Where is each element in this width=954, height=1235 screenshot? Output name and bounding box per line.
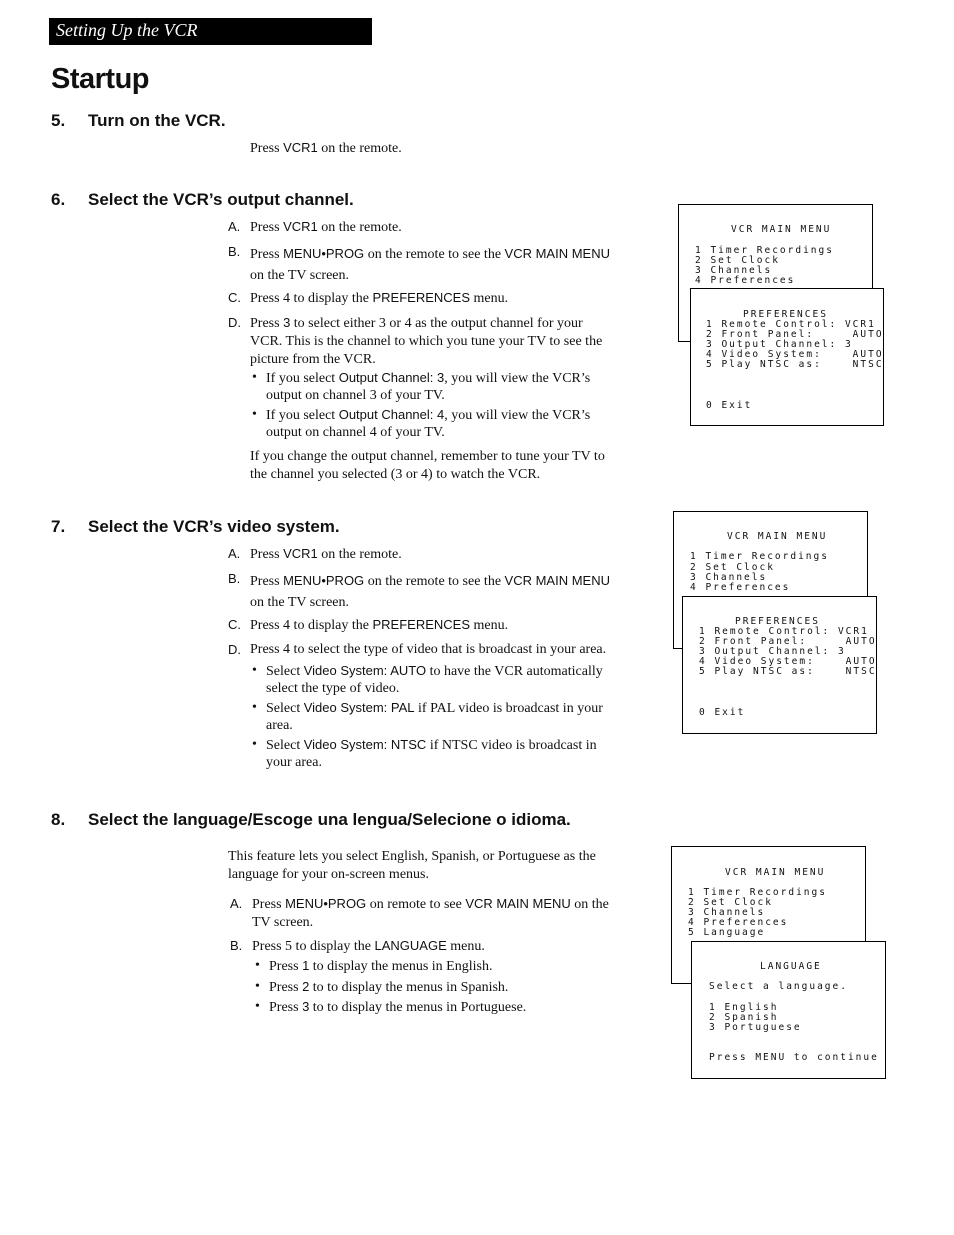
text: if PAL video is broadcast in your	[414, 701, 603, 716]
menu-item: 2 Set Clock	[690, 562, 775, 573]
step-8-bullet-3	[255, 998, 655, 1015]
item-label: D.	[228, 642, 241, 657]
menu-item: 2 Spanish	[709, 1012, 779, 1023]
screen-title: VCR MAIN MENU	[727, 531, 828, 542]
key-name: 3	[302, 999, 310, 1014]
key-name: Video System: PAL	[303, 700, 415, 715]
screen-title: PREFERENCES	[743, 309, 828, 320]
item-label: B.	[230, 938, 243, 953]
text: menu.	[470, 618, 509, 633]
screen-title: PREFERENCES	[735, 616, 820, 627]
key-name: VCR1	[283, 140, 318, 155]
bullet-glyph: •	[255, 958, 260, 973]
menu-item: 3 Output Channel: 3	[706, 339, 853, 350]
item-label: A.	[228, 219, 241, 234]
step-7-bullet-3	[252, 736, 652, 770]
item-label: A.	[228, 546, 241, 561]
menu-item: 5 Language	[688, 927, 766, 938]
text: If you change the output channel, remember to tune your TV to	[250, 449, 605, 464]
step-7-item-c	[228, 616, 658, 634]
screen-title: VCR MAIN MENU	[731, 224, 832, 235]
text: Press 4 to display the	[250, 618, 373, 633]
menu-item-exit: 0 Exit	[699, 707, 746, 718]
key-name: 2	[302, 979, 310, 994]
text: to to display the menus in Portuguese.	[309, 1000, 527, 1015]
text: , you will view the VCR’s	[444, 408, 591, 423]
text: area.	[266, 718, 293, 733]
text: Select	[266, 701, 304, 716]
text: TV screen.	[252, 915, 314, 930]
step-7-bullet-2	[252, 699, 652, 733]
text: Press	[269, 1000, 303, 1015]
screen-title: LANGUAGE	[760, 961, 822, 972]
menu-item: 3 Portuguese	[709, 1022, 802, 1033]
text: Press	[250, 574, 284, 589]
step-8-bullet-1	[255, 957, 655, 974]
menu-item: 3 Channels	[688, 907, 766, 918]
key-name: VCR MAIN MENU	[504, 573, 610, 588]
key-name: 3	[283, 315, 291, 330]
step-6-bullet-2	[252, 406, 652, 440]
bullet-glyph: •	[252, 737, 257, 752]
menu-item: 1 Remote Control: VCR1	[699, 626, 869, 637]
screen-prompt: Select a language.	[709, 981, 848, 992]
text: Press	[250, 141, 284, 156]
step-8-number: 8.	[51, 810, 66, 829]
step-8-title: Select the language/Escoge una lengua/Selecione o idioma.	[88, 810, 571, 829]
menu-item: 4 Video System: AUTO	[699, 656, 877, 667]
step-6-item-d	[228, 314, 658, 368]
menu-item: 2 Front Panel: AUTO	[706, 329, 884, 340]
menu-item: 1 English	[709, 1002, 779, 1013]
item-label: D.	[228, 315, 241, 330]
step-5-number: 5.	[51, 111, 66, 130]
menu-item: 1 Timer Recordings	[690, 551, 829, 562]
text: on the TV screen.	[250, 268, 350, 283]
menu-item: 1 Timer Recordings	[695, 245, 834, 256]
key-name: VCR MAIN MENU	[465, 896, 571, 911]
bullet-glyph: •	[255, 979, 260, 994]
menu-item-exit: 0 Exit	[706, 400, 753, 411]
text: picture from the VCR.	[250, 352, 376, 367]
bullet-glyph: •	[252, 370, 257, 385]
text: on the remote to see the	[364, 247, 505, 262]
screen-language	[691, 941, 886, 1079]
step-7-bullet-1	[252, 662, 652, 696]
menu-item: 3 Output Channel: 3	[699, 646, 846, 657]
bullet-glyph: •	[252, 407, 257, 422]
step-6-heading	[51, 190, 354, 210]
item-label: C.	[228, 617, 241, 632]
key-name: LANGUAGE	[374, 938, 447, 953]
menu-item: 4 Preferences	[690, 582, 791, 593]
step-8-item-a	[230, 895, 660, 931]
text: If you select	[266, 371, 339, 386]
menu-item: 2 Set Clock	[695, 255, 780, 266]
text: menu.	[470, 291, 509, 306]
step-6-item-b	[228, 243, 658, 283]
key-name: PREFERENCES	[372, 290, 471, 305]
key-name: VCR1	[283, 219, 318, 234]
menu-item: 4 Preferences	[688, 917, 789, 928]
text: Press	[252, 897, 286, 912]
step-6-note	[250, 448, 605, 484]
text: your area.	[266, 755, 322, 770]
item-label: A.	[230, 896, 243, 911]
text: Press	[250, 247, 284, 262]
step-8-bullet-2	[255, 978, 655, 995]
text: menu.	[446, 939, 485, 954]
key-name: MENU•PROG	[285, 896, 367, 911]
menu-item: 3 Channels	[695, 265, 773, 276]
step-6-title: Select the VCR’s output channel.	[88, 190, 354, 209]
menu-item: 4 Preferences	[695, 275, 796, 286]
menu-item: 5 Play NTSC as: NTSC	[706, 359, 884, 370]
step-5-title: Turn on the VCR.	[88, 111, 226, 130]
text: output on channel 4 of your TV.	[266, 425, 445, 440]
text: Select	[266, 664, 304, 679]
text: on the remote to see the	[364, 574, 505, 589]
text: Press	[250, 547, 284, 562]
bullet-glyph: •	[255, 999, 260, 1014]
text: on the	[570, 897, 609, 912]
text: on the remote.	[317, 547, 402, 562]
screen-title: VCR MAIN MENU	[725, 867, 826, 878]
text: to select either 3 or 4 as the output channel for your	[290, 316, 583, 331]
step-7-number: 7.	[51, 517, 66, 536]
text: Press	[269, 980, 303, 995]
text: VCR. This is the channel to which you tune your TV to see the	[250, 334, 603, 349]
key-name: MENU•PROG	[283, 573, 365, 588]
step-7-heading	[51, 517, 340, 537]
step-5-text	[250, 139, 402, 158]
step-8-intro	[228, 848, 596, 884]
screen-preferences-2	[682, 596, 877, 734]
bullet-glyph: •	[252, 663, 257, 678]
section-header-bar	[49, 18, 372, 45]
text: Press	[250, 316, 284, 331]
key-name: PREFERENCES	[372, 617, 471, 632]
step-7-item-a	[228, 545, 658, 563]
text: Press 4 to display the	[250, 291, 373, 306]
screen-footer: Press MENU to continue	[709, 1052, 879, 1063]
key-name: Video System: NTSC	[303, 737, 427, 752]
text: to have the VCR automatically	[426, 664, 603, 679]
text: This feature lets you select English, Spanish, or Portuguese as the	[228, 849, 596, 864]
text: select the type of video.	[266, 681, 400, 696]
key-name: Output Channel: 3	[338, 370, 445, 385]
text: Select	[266, 738, 304, 753]
step-7-item-b	[228, 570, 658, 610]
step-8-heading	[51, 810, 571, 830]
step-7-title: Select the VCR’s video system.	[88, 517, 340, 536]
text: Press	[269, 959, 303, 974]
menu-item: 3 Channels	[690, 572, 768, 583]
text: on the remote.	[317, 220, 402, 235]
text: the channel you selected (3 or 4) to watch the VCR.	[250, 467, 541, 482]
text: output on channel 3 of your TV.	[266, 388, 445, 403]
menu-item: 1 Timer Recordings	[688, 887, 827, 898]
key-name: MENU•PROG	[283, 246, 365, 261]
text: If you select	[266, 408, 339, 423]
page-title: Startup	[51, 63, 149, 95]
section-header-text: Setting Up the VCR	[56, 20, 198, 40]
menu-item: 5 Play NTSC as: NTSC	[699, 666, 877, 677]
text: language for your on-screen menus.	[228, 867, 429, 882]
text: on remote to see	[366, 897, 466, 912]
key-name: VCR1	[283, 546, 318, 561]
step-6-item-c	[228, 289, 658, 307]
text: Press	[250, 220, 284, 235]
step-6-number: 6.	[51, 190, 66, 209]
step-7-item-d	[228, 641, 658, 659]
text: , you will view the VCR’s	[444, 371, 591, 386]
key-name: VCR MAIN MENU	[504, 246, 610, 261]
item-label: C.	[228, 290, 241, 305]
key-name: Output Channel: 4	[338, 407, 445, 422]
text: on the TV screen.	[250, 595, 350, 610]
text: Press 5 to display the	[252, 939, 375, 954]
step-6-bullet-1	[252, 369, 652, 403]
item-label: B.	[228, 244, 241, 259]
menu-item: 1 Remote Control: VCR1	[706, 319, 876, 330]
item-label: B.	[228, 571, 241, 586]
step-8-item-b	[230, 937, 660, 955]
text: if NTSC video is broadcast in	[426, 738, 597, 753]
text: on the remote.	[317, 141, 402, 156]
menu-item: 2 Set Clock	[688, 897, 773, 908]
key-name: 1	[302, 958, 310, 973]
step-5-heading	[51, 111, 226, 131]
screen-preferences-1	[690, 288, 884, 426]
menu-item: 2 Front Panel: AUTO	[699, 636, 877, 647]
menu-item: 4 Video System: AUTO	[706, 349, 884, 360]
text: to display the menus in English.	[309, 959, 493, 974]
text: to to display the menus in Spanish.	[309, 980, 509, 995]
step-6-item-a	[228, 218, 658, 236]
key-name: Video System: AUTO	[303, 663, 427, 678]
bullet-glyph: •	[252, 700, 257, 715]
text: Press 4 to select the type of video that is broadcast in your area.	[250, 642, 607, 657]
